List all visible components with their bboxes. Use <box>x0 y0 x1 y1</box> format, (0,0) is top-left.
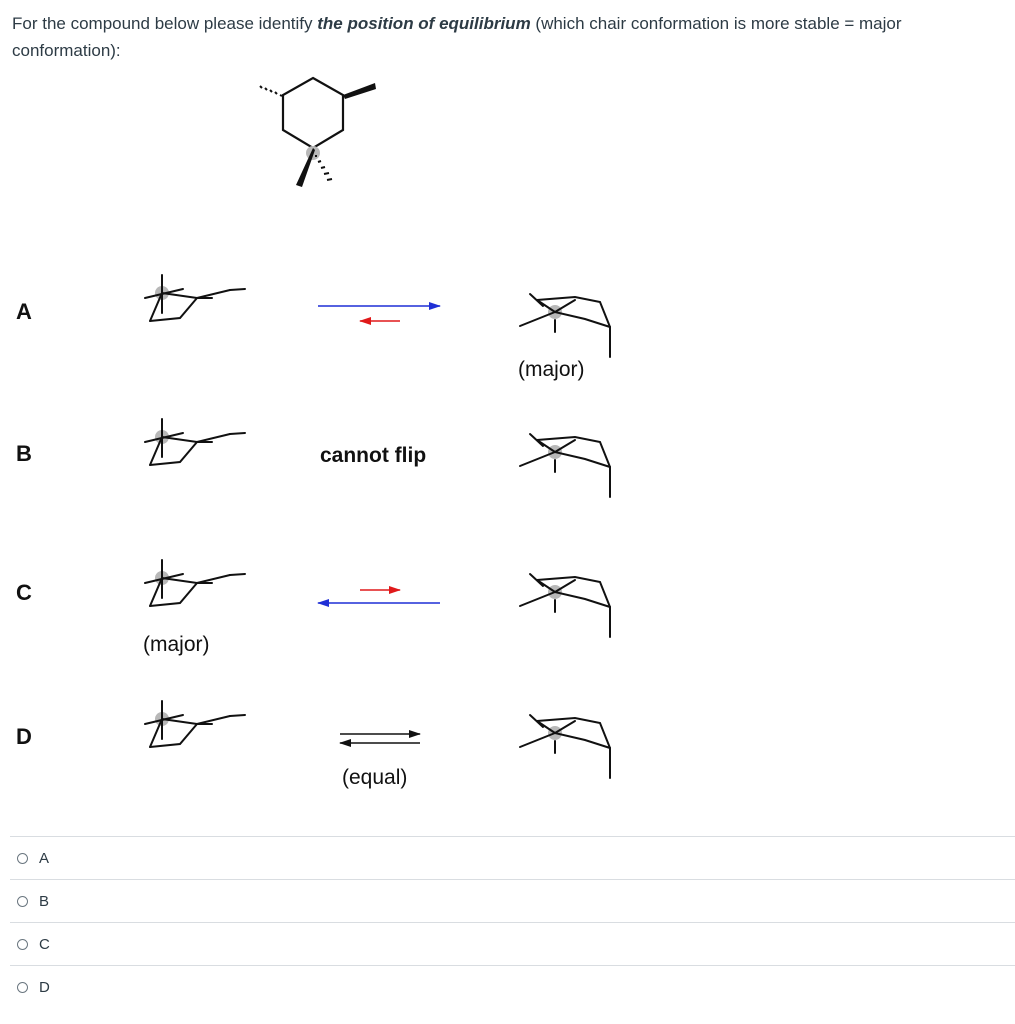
question-prefix: For the compound below please identify <box>12 14 318 33</box>
chair-left-b <box>145 419 245 465</box>
radio-button[interactable] <box>17 939 28 950</box>
row-d <box>16 701 610 789</box>
answer-label: C <box>39 935 50 953</box>
row-letter-a: A <box>16 299 32 324</box>
row-c-left-label: (major) <box>143 633 210 656</box>
row-c <box>16 560 610 656</box>
answer-label: B <box>39 892 50 910</box>
question-emphasis: the position of equilibrium <box>317 14 531 33</box>
answer-option-d[interactable] <box>10 965 1015 1008</box>
chair-left-d <box>145 701 245 747</box>
radio-button[interactable] <box>17 896 28 907</box>
chair-left-c <box>145 560 245 606</box>
answer-label: D <box>39 978 50 996</box>
chair-right-b <box>520 434 610 497</box>
answer-label: A <box>39 849 50 867</box>
compound-structure <box>260 78 376 187</box>
row-a-right-label: (major) <box>518 358 585 381</box>
answer-option-b[interactable] <box>10 879 1015 922</box>
chair-right-d <box>520 715 610 778</box>
answer-option-a[interactable] <box>10 836 1015 879</box>
row-letter-b: B <box>16 441 32 466</box>
chair-right-a <box>520 294 610 357</box>
radio-button[interactable] <box>17 982 28 993</box>
answer-choices <box>10 836 1015 1008</box>
chair-left-a <box>145 275 245 321</box>
answer-option-c[interactable] <box>10 922 1015 965</box>
row-b-middle-label: cannot flip <box>320 444 427 467</box>
row-letter-c: C <box>16 580 32 605</box>
chair-right-c <box>520 574 610 637</box>
row-letter-d: D <box>16 724 32 749</box>
radio-button[interactable] <box>17 853 28 864</box>
row-a <box>16 275 610 381</box>
row-b <box>16 419 610 497</box>
row-d-middle-label: (equal) <box>342 766 408 789</box>
question-suffix: (which chair conformation is more stable = major conformation): <box>12 14 902 60</box>
